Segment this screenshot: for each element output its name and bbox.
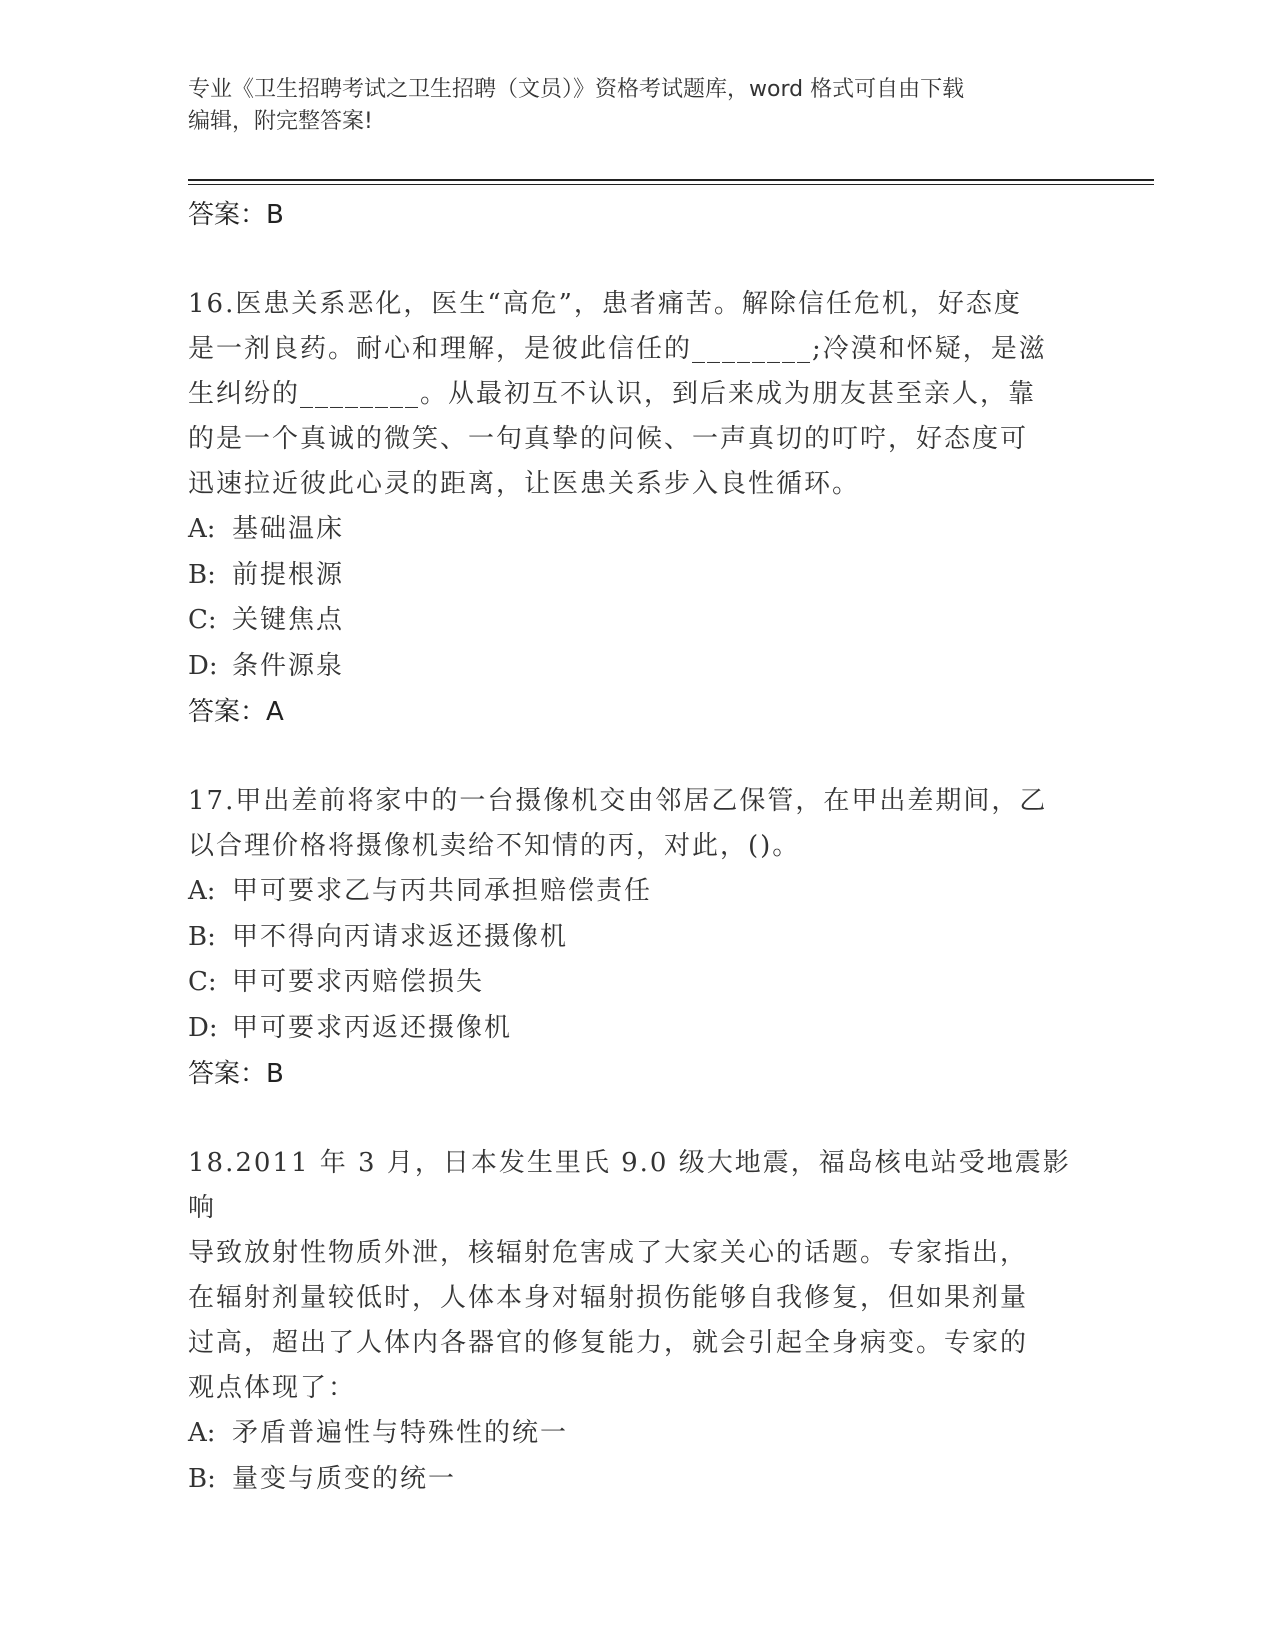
previous-answer: 答案：B (188, 200, 284, 230)
option-text: 关键焦点 (232, 605, 345, 635)
option-c (188, 960, 1088, 1006)
option-label: A: (188, 514, 216, 544)
option-text: 量变与质变的统一 (232, 1463, 457, 1494)
option-label: B: (188, 1463, 216, 1494)
question-16 (188, 282, 1088, 735)
option-text: 甲可要求乙与丙共同承担赔偿责任 (232, 876, 653, 906)
option-label: A: (188, 1418, 216, 1448)
option-a (188, 869, 1088, 915)
header-line-2: 编辑，附完整答案! (188, 109, 373, 134)
question-stem-line: 16.医患关系恶化，医生“高危”，患者痛苦。解除信任危机，好态度 (188, 289, 1022, 319)
option-text: 条件源泉 (232, 650, 345, 681)
option-text: 甲不得向丙请求返还摄像机 (232, 921, 569, 952)
question-stem-line: 17.甲出差前将家中的一台摄像机交由邻居乙保管，在甲出差期间，乙 (188, 786, 1048, 816)
option-label: B: (188, 921, 216, 952)
question-stem-line: 在辐射剂量较低时，人体本身对辐射损伤能够自我修复，但如果剂量 (188, 1283, 1029, 1313)
option-a (188, 1411, 1088, 1457)
question-17 (188, 779, 1088, 1097)
question-stem-line: 生纠纷的________。从最初互不认识，到后来成为朋友甚至亲人，靠 (188, 379, 1037, 409)
option-label: C: (188, 605, 217, 635)
question-stem-line: 是一剂良药。耐心和理解，是彼此信任的________;冷漠和怀疑，是滋 (188, 334, 1047, 364)
option-label: A: (188, 876, 216, 906)
option-text: 甲可要求丙赔偿损失 (232, 967, 485, 997)
option-a (188, 507, 1088, 553)
option-b (188, 553, 1088, 599)
question-stem-line: 迅速拉近彼此心灵的距离，让医患关系步入良性循环。 (188, 469, 861, 499)
option-b (188, 915, 1088, 961)
option-text: 前提根源 (232, 559, 345, 590)
question-stem-line: 导致放射性物质外泄，核辐射危害成了大家关心的话题。专家指出， (188, 1238, 1029, 1268)
option-text: 矛盾普遍性与特殊性的统一 (232, 1418, 569, 1448)
option-text: 基础温床 (232, 514, 345, 544)
question-18 (188, 1141, 1088, 1502)
header-line-1: 专业《卫生招聘考试之卫生招聘（文员）》资格考试题库，word 格式可自由下载 (188, 77, 965, 102)
option-label: B: (188, 559, 216, 590)
question-stem-line: 的是一个真诚的微笑、一句真挚的问候、一声真切的叮咛，好态度可 (188, 424, 1029, 454)
option-text: 甲可要求丙返还摄像机 (232, 1012, 513, 1043)
option-c (188, 598, 1088, 644)
question-stem-line: 过高，超出了人体内各器官的修复能力，就会引起全身病变。专家的 (188, 1328, 1029, 1358)
option-label: D: (188, 650, 218, 681)
option-b (188, 1457, 1088, 1503)
option-d (188, 1006, 1088, 1052)
header-rule-thin (188, 184, 1154, 185)
document-content (188, 188, 1088, 1502)
option-label: C: (188, 967, 217, 997)
option-d (188, 644, 1088, 690)
question-stem-line: 以合理价格将摄像机卖给不知情的丙，对此，()。 (188, 831, 801, 861)
question-stem-line: 观点体现了： (188, 1373, 357, 1403)
question-answer: 答案：A (188, 697, 284, 727)
option-label: D: (188, 1012, 218, 1043)
header-rule-thick (188, 179, 1154, 181)
question-stem-line: 18.2011 年 3 月，日本发生里氏 9.0 级大地震，福岛核电站受地震影响 (188, 1148, 1071, 1223)
question-answer: 答案：B (188, 1059, 284, 1089)
page-header (188, 74, 1088, 138)
